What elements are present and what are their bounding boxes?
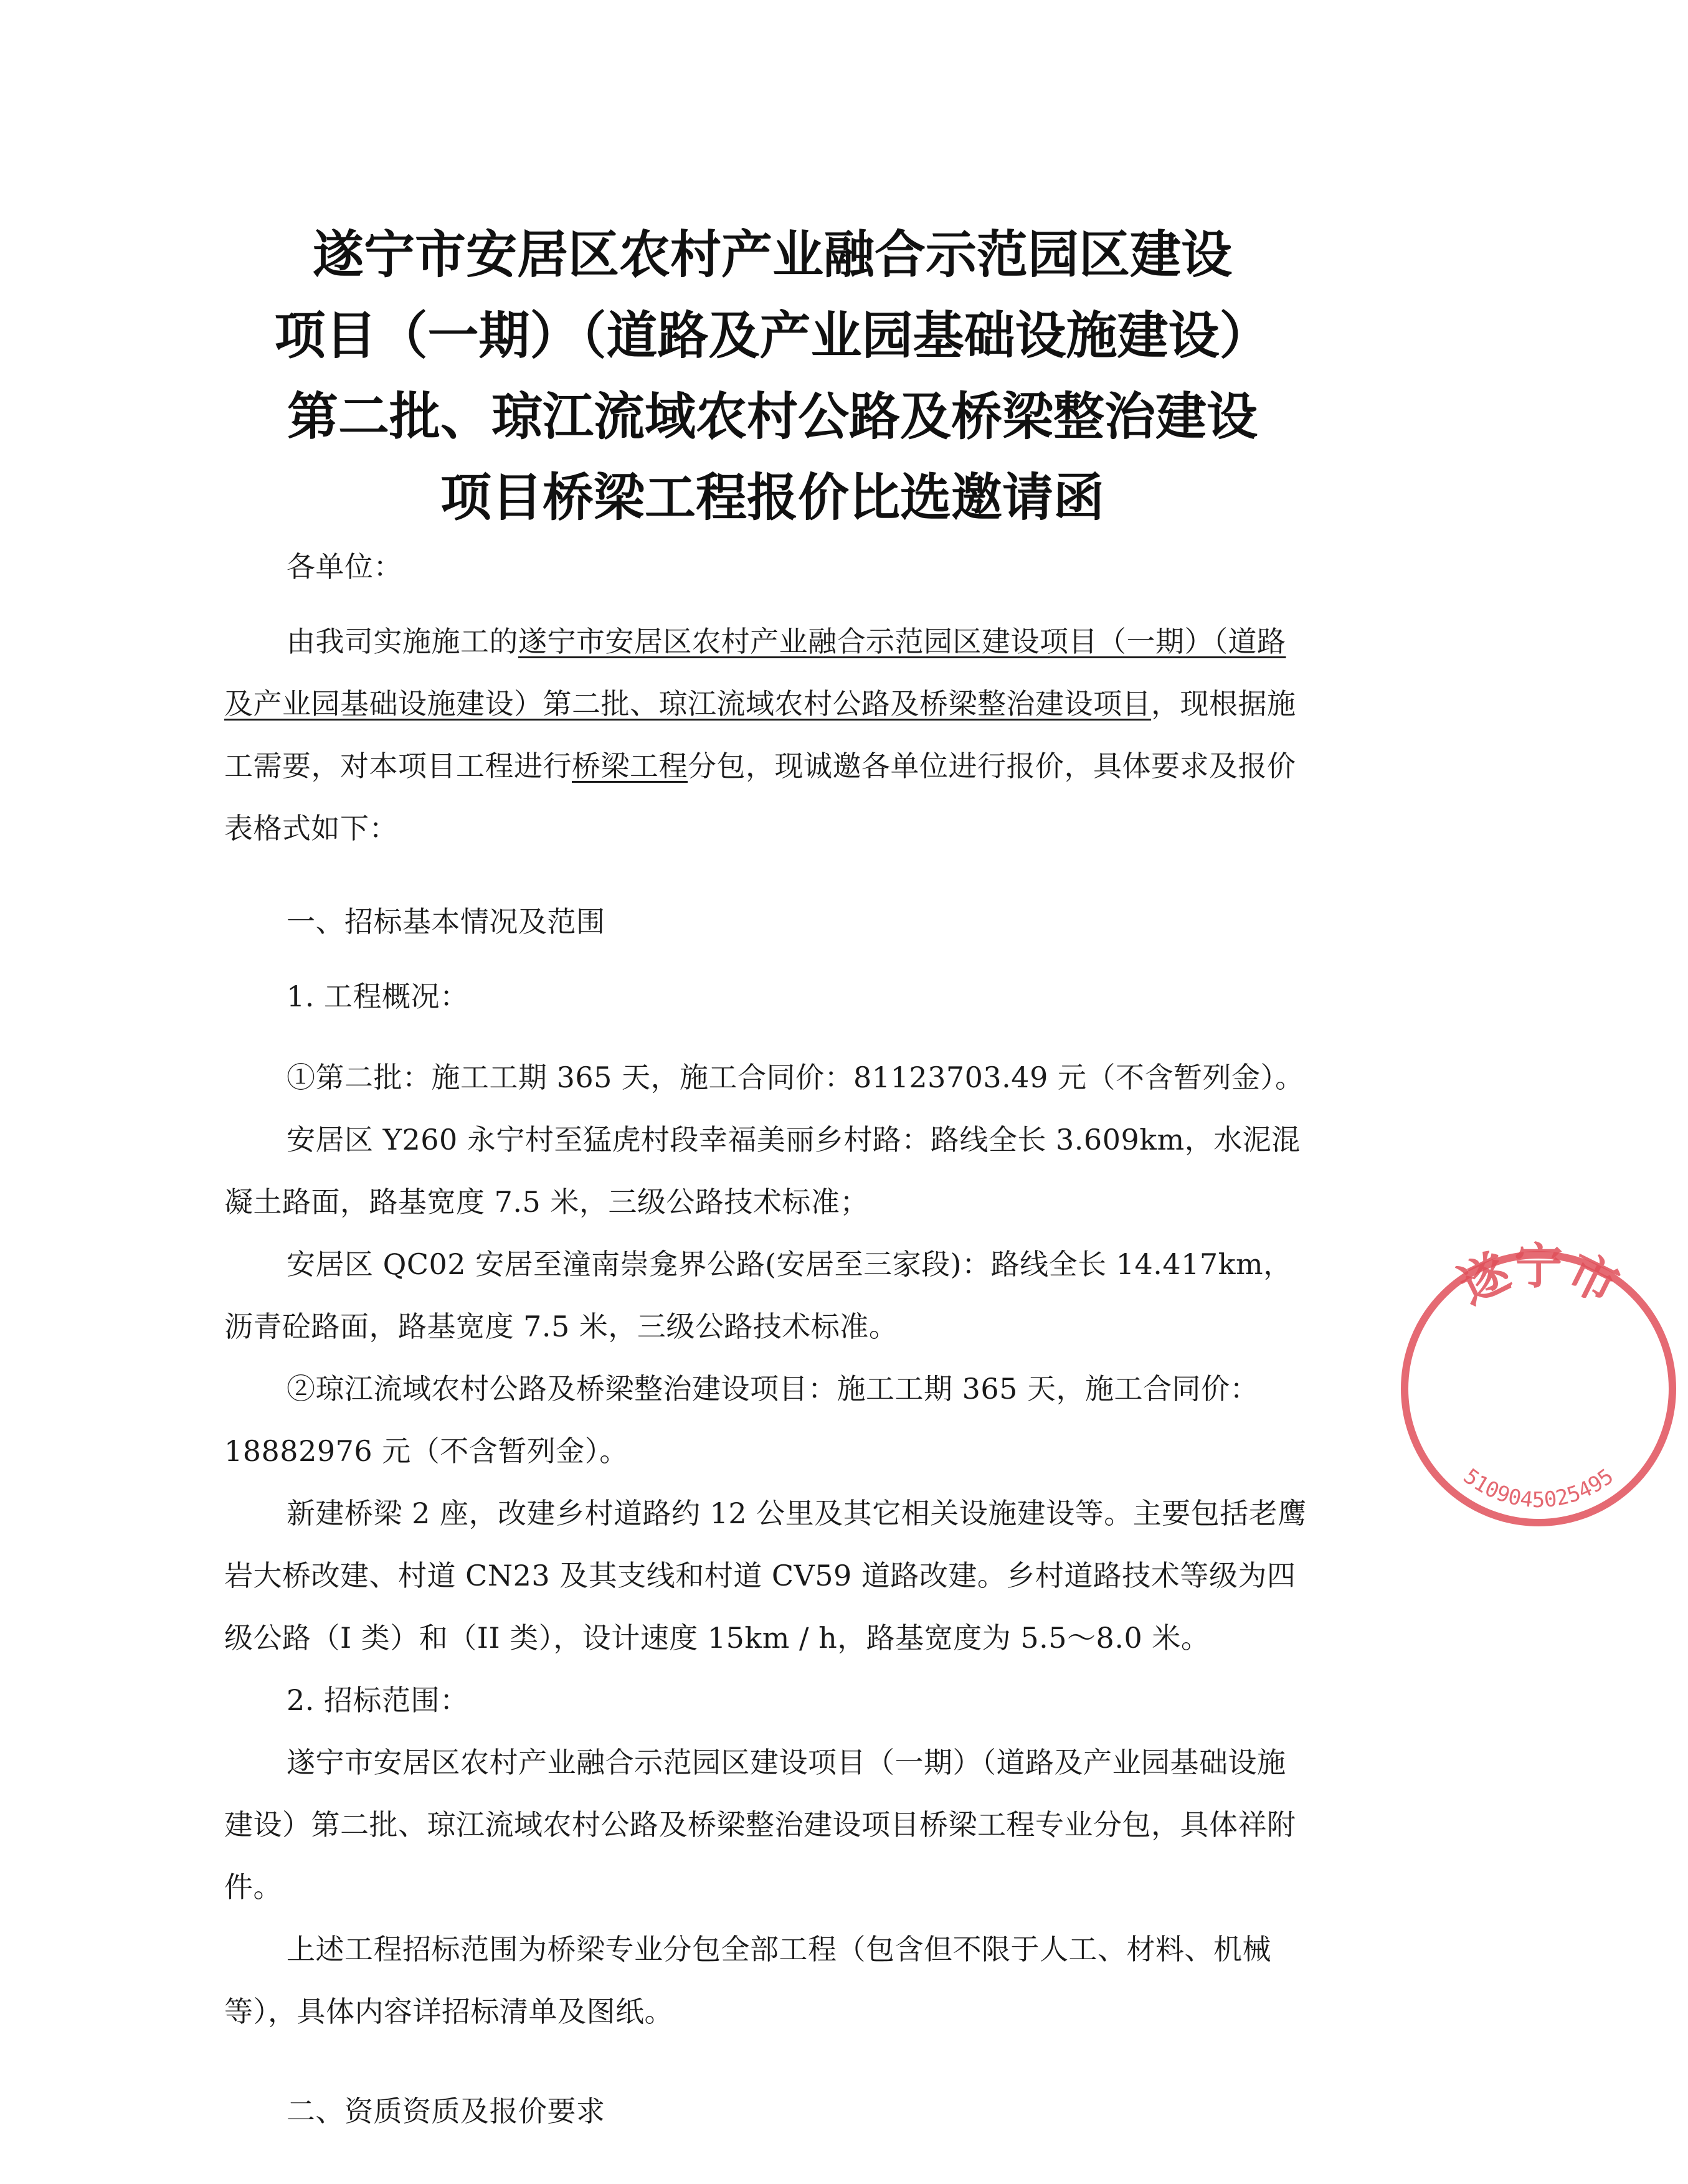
title-line-1: 遂宁市安居区农村产业融合示范园区建设 xyxy=(312,225,1232,285)
section-1-heading: 一、招标基本情况及范围 xyxy=(287,905,605,938)
qiongjiang-summary: ②琼江流域农村公路及桥梁整治建设项目：施工工期 365 天，施工合同价：18882976 元（不含暂列金）。 xyxy=(224,1372,1259,1468)
intro-suffix: 分包，现诚邀各单位进行报价，具体要求及报价表格式如下： xyxy=(224,749,1296,845)
section-2-heading: 二、资质资质及报价要求 xyxy=(287,2094,605,2128)
seal-code-text: 5109045025495 xyxy=(1458,1463,1619,1513)
svg-text:遂宁市 xyxy=(1450,1239,1626,1315)
scope-paragraph: 遂宁市安居区农村产业融合示范园区建设项目（一期）（道路及产业园基础设施建设）第二批、琼江流域农村公路及桥梁整治建设项目桥梁工程专业分包，具体祥附件。 xyxy=(224,1746,1296,1904)
road-qc02-description: 安居区 QC02 安居至潼南崇龛界公路(安居至三家段)：路线全长 14.417km，沥青砼路面，路基宽度 7.5 米，三级公路技术标准。 xyxy=(224,1247,1292,1343)
bridges-description: 新建桥梁 2 座，改建乡村道路约 12 公里及其它相关设施建设等。主要包括老鹰岩大桥改建、村道 CN23 及其支线和村道 CV59 道路改建。乡村道路技术等级为四级公路（I 类）和（II 类），设计速度 15km / h，路基宽度为 5.5～8.0 米。 xyxy=(224,1496,1307,1655)
intro-prefix: 由我司实施施工的 xyxy=(287,625,518,658)
scope-detail-paragraph: 上述工程招标范围为桥梁专业分包全部工程（包含但不限于人工、材料、机械等），具体内容详招标清单及图纸。 xyxy=(224,1932,1271,2028)
intro-mid: ，现根据施工需要，对本项目工程进行 xyxy=(224,687,1296,783)
intro-paragraph xyxy=(224,610,1311,859)
subsection-2-heading: 2. 招标范围： xyxy=(287,1683,469,1717)
company-seal-stamp xyxy=(1389,1239,1688,1538)
seal-name-text: 遂宁市 xyxy=(1450,1239,1627,1315)
batch2-summary: ①第二批：施工工期 365 天，施工合同价：81123703.49 元（不含暂列金）。 xyxy=(287,1061,1304,1094)
salutation: 各单位： xyxy=(287,550,402,584)
subsection-1-heading: 1. 工程概况： xyxy=(287,980,469,1013)
document-title xyxy=(187,215,1358,539)
project-name-underlined: 遂宁市安居区农村产业融合示范园区建设项目（一期）（道路及产业园基础设施建设）第二批、琼江流域农村公路及桥梁整治建设项目 xyxy=(224,625,1286,721)
title-line-3: 第二批、琼江流域农村公路及桥梁整治建设 xyxy=(287,387,1258,447)
svg-text:5109045025495 xyxy=(1459,1464,1618,1513)
scope-underlined: 桥梁工程 xyxy=(572,749,688,783)
title-line-2: 项目（一期）（道路及产业园基础设施建设） xyxy=(274,306,1271,366)
title-line-4: 项目桥梁工程报价比选邀请函 xyxy=(440,468,1104,527)
road-y260-description: 安居区 Y260 永宁村至猛虎村段幸福美丽乡村路：路线全长 3.609km，水泥混凝土路面，路基宽度 7.5 米，三级公路技术标准； xyxy=(224,1123,1301,1219)
